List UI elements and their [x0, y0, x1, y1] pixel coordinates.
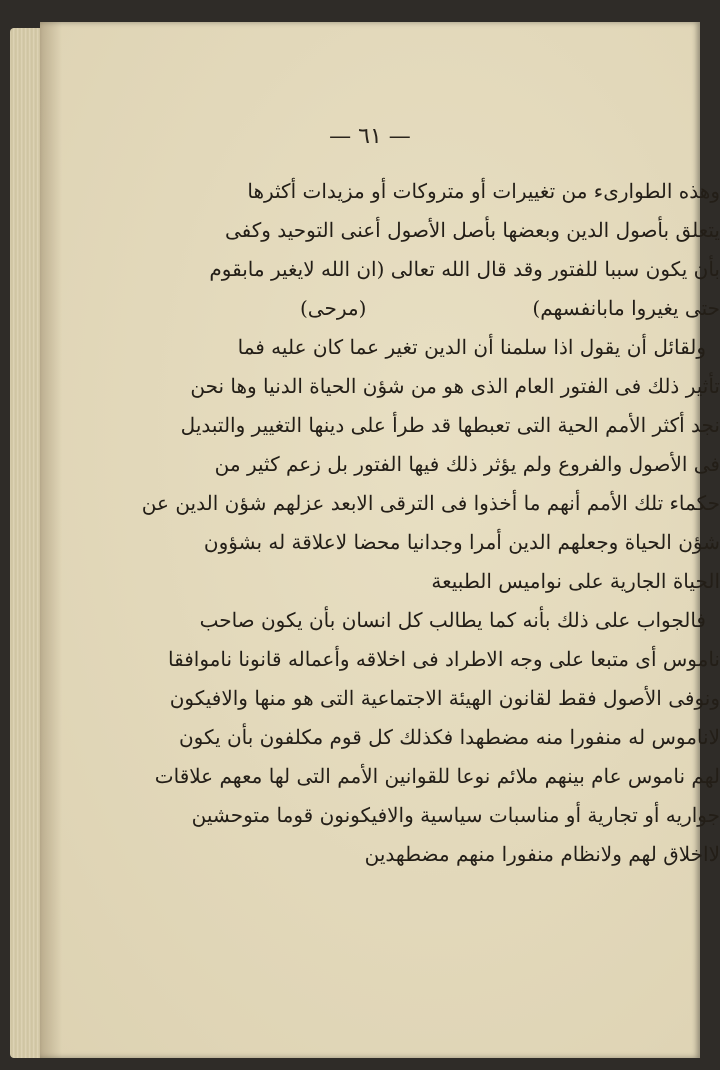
text-line: لهم ناموس عام بينهم ملائم نوعا للقوانين الأمم التى لها معهم علاقات — [154, 764, 720, 788]
page-number: — ٦١ — — [329, 124, 411, 149]
text-line-with-attribution — [180, 289, 720, 328]
text-line: شؤن الحياة وجعلهم الدين أمرا وجدانيا محضا لاعلاقة له بشؤون — [203, 530, 720, 554]
text-line: نجد أكثر الأمم الحية التى تعبطها قد طرأ على دينها التغيير والتبديل — [180, 413, 720, 437]
text-line: لااخلاق لهم ولانظام منفورا منهم مضطهدين — [364, 842, 720, 866]
body-text — [141, 172, 720, 874]
text-line: وهذه الطوارىء من تغييرات أو متروكات أو مزيدات أكثرها — [247, 179, 720, 203]
text-line: يتعلق بأصول الدين وبعضها بأصل الأصول أعنى التوحيد وكفى — [224, 218, 720, 242]
text-line: ولقائل أن يقول اذا سلمنا أن الدين تغير عما كان عليه فما — [237, 335, 706, 359]
text-line: فالجواب على ذلك بأنه كما يطالب كل انسان بأن يكون صاحب — [199, 608, 706, 632]
paragraph-2 — [141, 328, 720, 601]
text-line: تأثير ذلك فى الفتور العام الذى هو من شؤن الحياة الدنيا وها نحن — [190, 374, 720, 398]
page-gutter-shadow — [40, 22, 62, 1058]
text-line: جواريه أو تجارية أو مناسبات سياسية والافيكونون قوما متوحشين — [191, 803, 720, 827]
paragraph-3 — [154, 601, 720, 874]
paragraph-1 — [180, 172, 720, 328]
attribution: (مرحى) — [300, 296, 367, 320]
text-line: لاناموس له منفورا منه مضطهدا فكذلك كل قوم مكلفون بأن يكون — [178, 725, 720, 749]
text-line: حكماء تلك الأمم أنهم ما أخذوا فى الترقى الابعد عزلهم شؤن الدين عن — [141, 491, 720, 515]
text-line: بأن يكون سببا للفتور وقد قال الله تعالى (ان الله لايغير مابقوم — [209, 257, 720, 281]
text-line: فى الأصول والفروع ولم يؤثر ذلك فيها الفتور بل زعم كثير من — [214, 452, 720, 476]
text-line: الحياة الجارية على نواميس الطبيعة — [431, 569, 720, 593]
text-line: ناموس أى متبعا على وجه الاطراد فى اخلاقه وأعماله قانونا ناموافقا — [167, 647, 720, 671]
text-line: حتى يغيروا مابانفسهم) — [532, 296, 720, 320]
text-line: ونوفى الأصول فقط لقانون الهيئة الاجتماعية التى هو منها والافيكون — [169, 686, 720, 710]
book-page — [40, 22, 720, 1058]
